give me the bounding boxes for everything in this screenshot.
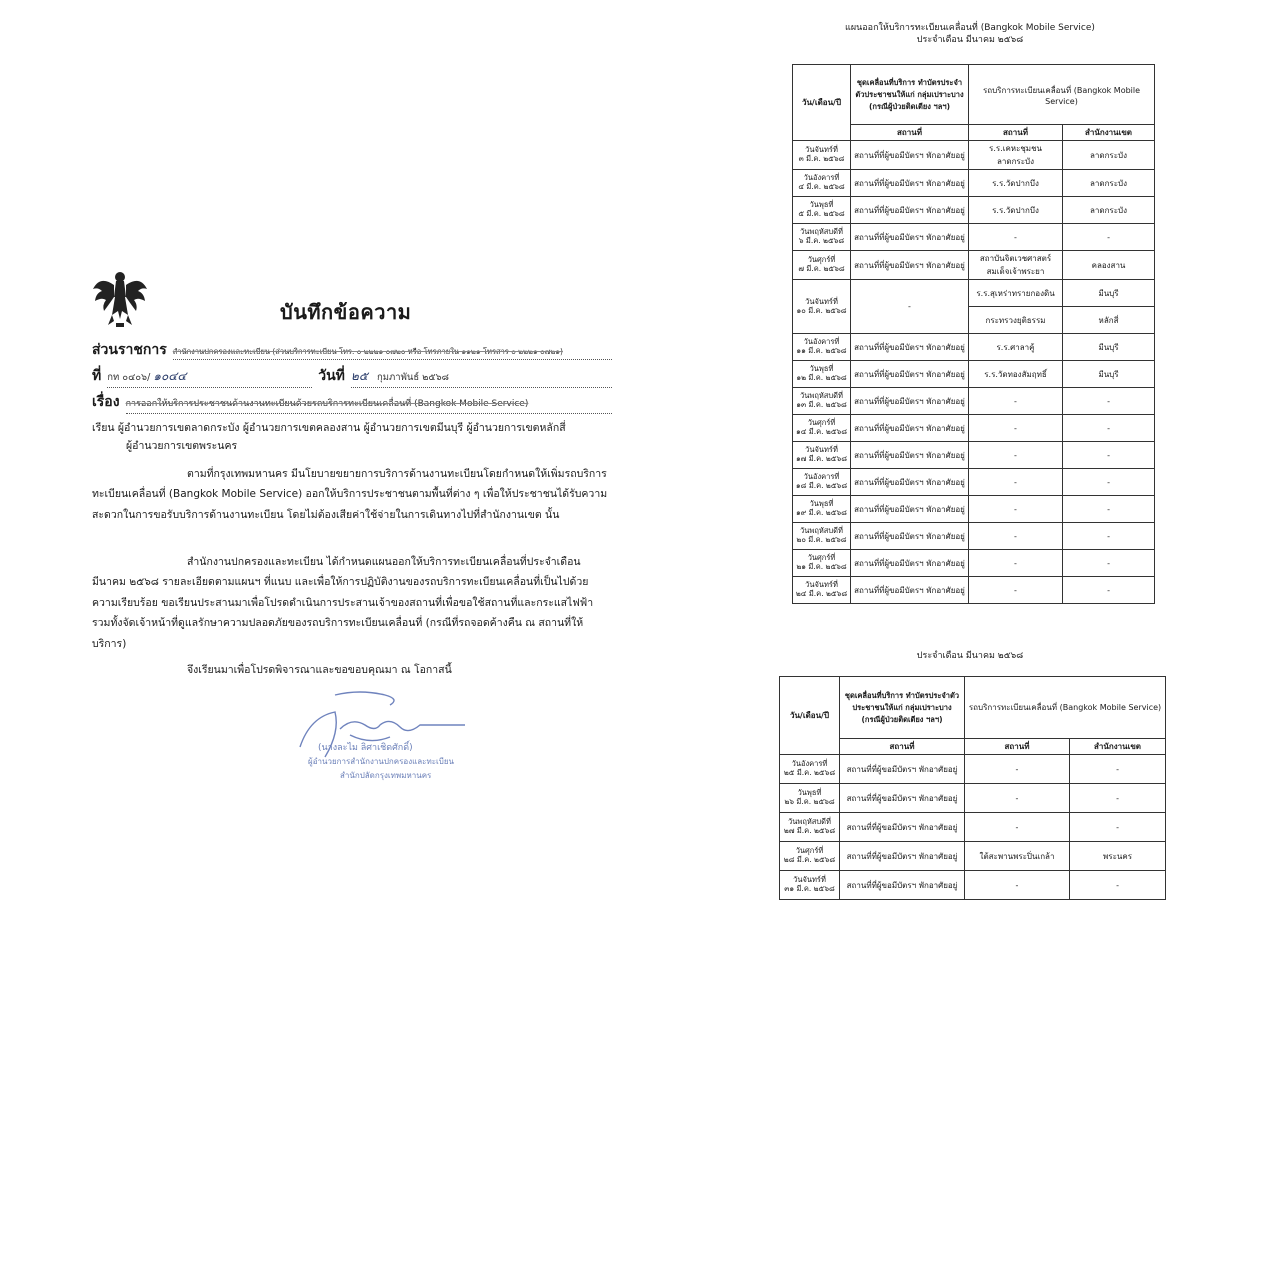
schedule-2-title: ประจำเดือน มีนาคม ๒๕๖๘ [916,651,1024,661]
ref-number-handwritten: ๑๐๔๔ [153,369,187,383]
service-place-cell: - [969,388,1063,415]
mobile-unit-place-cell: สถานที่ที่ผู้ขอมีบัตรฯ พักอาศัยอยู่ [851,415,969,442]
day-label: วันอังคารที่ [803,472,840,482]
date-cell [780,784,840,813]
date-label: ๑๑ มี.ค. ๒๕๖๘ [796,346,847,355]
schedule-2-sub-place-b: สถานที่ [965,739,1070,755]
service-place-cell: ร.ร.สุเหร่าทรายกองดิน [969,280,1063,307]
day-label: วันพุธที่ [809,364,834,374]
day-label: วันอังคารที่ [803,337,840,347]
schedule-2-col-a-header: ชุดเคลื่อนที่บริการ ทำบัตรประจำตัวประชาชนให้แก่ กลุ่มเปราะบาง (กรณีผู้ป่วยติดเตียง ฯลฯ) [840,677,965,739]
agency-label: ส่วนราชการ [92,342,167,358]
schedule-1-title-line-2: ประจำเดือน มีนาคม ๒๕๖๘ [916,35,1024,46]
service-place-cell: - [969,550,1063,577]
table-row [793,280,1155,307]
mobile-unit-place-cell: สถานที่ที่ผู้ขอมีบัตรฯ พักอาศัยอยู่ [840,842,965,871]
table-row [793,141,1155,170]
day-label: วันศุกร์ที่ [795,846,824,856]
day-label: วันพฤหัสบดีที่ [800,526,843,536]
table-row [793,577,1155,604]
day-label: วันพุธที่ [809,499,834,509]
schedule-2-body [780,755,1166,900]
table-row [780,813,1166,842]
ref-value: กท ๐๔๐๖/ [107,372,151,383]
mobile-unit-place-cell: สถานที่ที่ผู้ขอมีบัตรฯ พักอาศัยอยู่ [851,388,969,415]
subject-line [92,392,612,414]
schedule-1-col-b-header: รถบริการทะเบียนเคลื่อนที่ (Bangkok Mobile Service) [969,65,1155,125]
service-place-cell: ร.ร.วัดทองสัมฤทธิ์ [969,361,1063,388]
date-cell [780,755,840,784]
service-place-cell: - [969,577,1063,604]
table-row [780,842,1166,871]
table-row [793,251,1155,280]
table-row [793,415,1155,442]
schedule-1-sub-place-b: สถานที่ [969,125,1063,141]
date-cell [793,442,851,469]
signer-name: (นางละไม ลิศาเชิดศักดิ์) [318,743,413,753]
recipients-line-1: เรียน ผู้อำนวยการเขตลาดกระบัง ผู้อำนวยการเขตคลองสาน ผู้อำนวยการเขตมีนบุรี ผู้อำนวยการเขตหลักสี่ [92,422,566,434]
mobile-unit-place-cell: สถานที่ที่ผู้ขอมีบัตรฯ พักอาศัยอยู่ [851,442,969,469]
mobile-unit-place-cell: สถานที่ที่ผู้ขอมีบัตรฯ พักอาศัยอยู่ [851,224,969,251]
garuda-emblem-icon [90,267,150,331]
paragraph-2: สำนักงานปกครองและทะเบียน ได้กำหนดแผนออกให้บริการทะเบียนเคลื่อนที่ประจำเดือนมีนาคม ๒๕๖๘ รายละเอียดตามแผนฯ ที่แนบ และเพื่อให้การปฏิบัติงานของรถบริการทะเบียนเคลื่อนที่เป็นไปด้วยความเรียบร้อย ขอเรียนประสานมาเพื่อโปรดดำเนินการประสานเจ้าของสถานที่เพื่อขอใช้สถานที่และกระแสไฟฟ้า รวมทั้งจัดเจ้าหน้าที่ดูแลรักษาความปลอดภัยของรถบริการทะเบียนเคลื่อนที่ (กรณีที่รถจอดค้างคืน ณ สถานที่ให้บริการ) [92,556,594,650]
mobile-unit-place-cell: สถานที่ที่ผู้ขอมีบัตรฯ พักอาศัยอยู่ [840,871,965,900]
date-cell [793,496,851,523]
date-label: ๓ มี.ค. ๒๕๖๘ [798,154,845,163]
date-label: ๗ มี.ค. ๒๕๖๘ [798,264,845,273]
date-label: ๔ มี.ค. ๒๕๖๘ [798,182,845,191]
date-value-field [351,367,612,388]
schedule-1-col-date: วัน/เดือน/ปี [793,65,851,141]
service-place-cell: - [969,415,1063,442]
table-row [780,871,1166,900]
date-cell [793,550,851,577]
date-cell [793,388,851,415]
mobile-unit-place-cell: สถานที่ที่ผู้ขอมีบัตรฯ พักอาศัยอยู่ [851,577,969,604]
date-day-handwritten: ๒๕ [350,369,368,383]
district-office-cell: - [1063,550,1155,577]
schedule-2-col-b-header: รถบริการทะเบียนเคลื่อนที่ (Bangkok Mobile Service) [965,677,1166,739]
day-label: วันจันทร์ที่ [793,875,826,885]
closing-line: จึงเรียนมาเพื่อโปรดพิจารณาและขอขอบคุณมา ณ โอกาสนี้ [187,664,452,676]
service-place-cell: - [969,224,1063,251]
schedule-2-table [779,676,1166,900]
date-cell [793,141,851,170]
table-row [793,224,1155,251]
service-place-cell: ร.ร.วัดปากบึง [969,170,1063,197]
district-office-cell: ลาดกระบัง [1063,197,1155,224]
district-office-cell: หลักสี่ [1063,307,1155,334]
date-cell [793,523,851,550]
district-office-cell: - [1063,577,1155,604]
date-label: ๑๐ มี.ค. ๒๕๖๘ [796,305,847,315]
district-office-cell: - [1070,813,1166,842]
date-cell [780,842,840,871]
schedule-1-table [792,64,1155,604]
day-label: วันจันทร์ที่ [805,145,838,155]
date-label: ๒๕ มี.ค. ๒๕๖๘ [783,768,836,777]
mobile-unit-place-cell: สถานที่ที่ผู้ขอมีบัตรฯ พักอาศัยอยู่ [851,334,969,361]
date-rest: กุมภาพันธ์ ๒๕๖๘ [376,372,449,383]
mobile-unit-place-cell: สถานที่ที่ผู้ขอมีบัตรฯ พักอาศัยอยู่ [851,251,969,280]
mobile-unit-place-cell: สถานที่ที่ผู้ขอมีบัตรฯ พักอาศัยอยู่ [851,550,969,577]
district-office-cell: มีนบุรี [1063,280,1155,307]
day-label: วันพุธที่ [809,200,834,210]
day-label: วันพฤหัสบดีที่ [788,817,831,827]
date-label: วันที่ [318,368,345,384]
signer-position: ผู้อำนวยการสำนักงานปกครองและทะเบียน [308,757,454,766]
date-label: ๒๖ มี.ค. ๒๕๖๘ [784,797,835,806]
date-cell [793,469,851,496]
date-cell [793,334,851,361]
mobile-unit-place-cell: สถานที่ที่ผู้ขอมีบัตรฯ พักอาศัยอยู่ [851,170,969,197]
date-cell [793,577,851,604]
table-row [793,496,1155,523]
mobile-unit-place-cell: สถานที่ที่ผู้ขอมีบัตรฯ พักอาศัยอยู่ [851,361,969,388]
table-row [793,442,1155,469]
district-office-cell: - [1063,496,1155,523]
district-office-cell: - [1063,469,1155,496]
table-row [793,197,1155,224]
date-label: ๒๐ มี.ค. ๒๕๖๘ [796,535,847,544]
service-place-cell: สถาบันจิตเวชศาสตร์ สมเด็จเจ้าพระยา [969,251,1063,280]
date-label: ๕ มี.ค. ๒๕๖๘ [798,209,845,218]
table-row [793,388,1155,415]
service-place-cell: ร.ร.เคหะชุมชน ลาดกระบัง [969,141,1063,170]
district-office-cell: - [1070,784,1166,813]
mobile-unit-place-cell: สถานที่ที่ผู้ขอมีบัตรฯ พักอาศัยอยู่ [840,813,965,842]
subject-label: เรื่อง [92,394,120,410]
day-label: วันอังคารที่ [791,759,828,769]
district-office-cell: ลาดกระบัง [1063,141,1155,170]
day-label: วันพฤหัสบดีที่ [800,227,843,237]
district-office-cell: คลองสาน [1063,251,1155,280]
day-label: วันพุธที่ [797,788,822,798]
recipients-line-2: ผู้อำนวยการเขตพระนคร [126,439,238,452]
district-office-cell: - [1070,755,1166,784]
table-row [793,361,1155,388]
day-label: วันศุกร์ที่ [807,418,836,428]
ref-date-line [92,366,612,388]
service-place-cell: - [969,442,1063,469]
date-cell [793,361,851,388]
district-office-cell: - [1063,523,1155,550]
mobile-unit-place-cell: - [851,280,969,334]
day-label: วันจันทร์ที่ [805,296,838,306]
service-place-cell: กระทรวงยุติธรรม [969,307,1063,334]
date-label: ๒๔ มี.ค. ๒๕๖๘ [795,589,848,598]
day-label: วันศุกร์ที่ [807,553,836,563]
date-cell [793,280,851,334]
table-row [793,523,1155,550]
date-label: ๒๑ มี.ค. ๒๕๖๘ [796,562,847,571]
day-label: วันศุกร์ที่ [807,255,836,265]
service-place-cell: - [969,523,1063,550]
mobile-unit-place-cell: สถานที่ที่ผู้ขอมีบัตรฯ พักอาศัยอยู่ [840,784,965,813]
date-label: ๑๘ มี.ค. ๒๕๖๘ [795,481,848,490]
schedule-2-sub-place-a: สถานที่ [840,739,965,755]
table-row [793,334,1155,361]
service-place-cell: - [969,496,1063,523]
schedule-2-col-date: วัน/เดือน/ปี [780,677,840,755]
memo-title: บันทึกข้อความ [280,300,412,324]
ref-value-field [107,367,312,388]
table-row [780,755,1166,784]
schedule-1-body [793,141,1155,604]
service-place-cell: ใต้สะพานพระปิ่นเกล้า [965,842,1070,871]
date-label: ๓๑ มี.ค. ๒๕๖๘ [784,884,835,893]
paragraph-1: ตามที่กรุงเทพมหานคร มีนโยบายขยายการบริการด้านงานทะเบียนโดยกำหนดให้เพิ่มรถบริการทะเบียนเคลื่อนที่ (Bangkok Mobile Service) ออกให้บริการประชาชนตามพื้นที่ต่าง ๆ เพื่อให้ประชาชนได้รับความสะดวกในการขอรับบริการด้านงานทะเบียน โดยไม่ต้องเสียค่าใช้จ่ายในการเดินทางไปที่สำนักงานเขต นั้น [92,468,608,521]
mobile-unit-place-cell: สถานที่ที่ผู้ขอมีบัตรฯ พักอาศัยอยู่ [851,496,969,523]
service-place-cell: ร.ร.ศาลาคู้ [969,334,1063,361]
schedule-1-sub-place-a: สถานที่ [851,125,969,141]
mobile-unit-place-cell: สถานที่ที่ผู้ขอมีบัตรฯ พักอาศัยอยู่ [851,523,969,550]
schedule-1-col-a-header: ชุดเคลื่อนที่บริการ ทำบัตรประจำตัวประชาชนให้แก่ กลุ่มเปราะบาง (กรณีผู้ป่วยติดเตียง ฯลฯ) [851,65,969,125]
table-row [793,550,1155,577]
day-label: วันพฤหัสบดีที่ [800,391,843,401]
service-place-cell: ร.ร.วัดปากบึง [969,197,1063,224]
recipients [92,420,608,456]
service-place-cell: - [965,813,1070,842]
district-office-cell: - [1063,224,1155,251]
date-label: ๖ มี.ค. ๒๕๖๘ [798,236,845,245]
district-office-cell: ลาดกระบัง [1063,170,1155,197]
district-office-cell: - [1063,388,1155,415]
mobile-unit-place-cell: สถานที่ที่ผู้ขอมีบัตรฯ พักอาศัยอยู่ [840,755,965,784]
mobile-unit-place-cell: สถานที่ที่ผู้ขอมีบัตรฯ พักอาศัยอยู่ [851,197,969,224]
schedule-1-title [820,22,1120,46]
date-cell [780,813,840,842]
table-row [793,469,1155,496]
agency-line [92,340,612,362]
date-label: ๑๓ มี.ค. ๒๕๖๘ [796,400,847,409]
district-office-cell: มีนบุรี [1063,361,1155,388]
day-label: วันจันทร์ที่ [805,445,838,455]
service-place-cell: - [969,469,1063,496]
date-cell [793,415,851,442]
service-place-cell: - [965,784,1070,813]
ref-label: ที่ [92,368,102,384]
signer-org: สำนักปลัดกรุงเทพมหานคร [340,771,432,780]
date-label: ๑๙ มี.ค. ๒๕๖๘ [796,508,847,517]
district-office-cell: พระนคร [1070,842,1166,871]
schedule-1-sub-district: สำนักงานเขต [1063,125,1155,141]
table-row [780,784,1166,813]
day-label: วันจันทร์ที่ [805,580,838,590]
district-office-cell: มีนบุรี [1063,334,1155,361]
mobile-unit-place-cell: สถานที่ที่ผู้ขอมีบัตรฯ พักอาศัยอยู่ [851,469,969,496]
date-cell [793,197,851,224]
district-office-cell: - [1063,415,1155,442]
date-label: ๒๗ มี.ค. ๒๕๖๘ [783,826,836,835]
subject-value: การออกให้บริการประชาชนด้านงานทะเบียนด้วยรถบริการทะเบียนเคลื่อนที่ (Bangkok Mobile Service) [126,398,612,414]
date-label: ๑๗ มี.ค. ๒๕๖๘ [795,454,848,463]
day-label: วันอังคารที่ [803,173,840,183]
district-office-cell: - [1063,442,1155,469]
schedule-2-sub-district: สำนักงานเขต [1070,739,1166,755]
date-label: ๒๘ มี.ค. ๒๕๖๘ [783,855,836,864]
table-row [793,170,1155,197]
date-cell [793,251,851,280]
district-office-cell: - [1070,871,1166,900]
agency-value: สำนักงานปกครองและทะเบียน (ส่วนบริการทะเบียน โทร. ๐ ๒๒๒๑ ๐๗๒๐ หรือ โทรภายใน ๑๑๒๑ โทรสาร ๐ ๒๒๒๑ ๐๗๒๑) [173,346,612,360]
service-place-cell: - [965,871,1070,900]
mobile-unit-place-cell: สถานที่ที่ผู้ขอมีบัตรฯ พักอาศัยอยู่ [851,141,969,170]
date-cell [780,871,840,900]
date-cell [793,170,851,197]
date-label: ๑๒ มี.ค. ๒๕๖๘ [796,373,847,382]
schedule-1-title-line-1: แผนออกให้บริการทะเบียนเคลื่อนที่ (Bangkok Mobile Service) [845,23,1095,33]
service-place-cell: - [965,755,1070,784]
date-label: ๑๔ มี.ค. ๒๕๖๘ [795,427,848,436]
date-cell [793,224,851,251]
